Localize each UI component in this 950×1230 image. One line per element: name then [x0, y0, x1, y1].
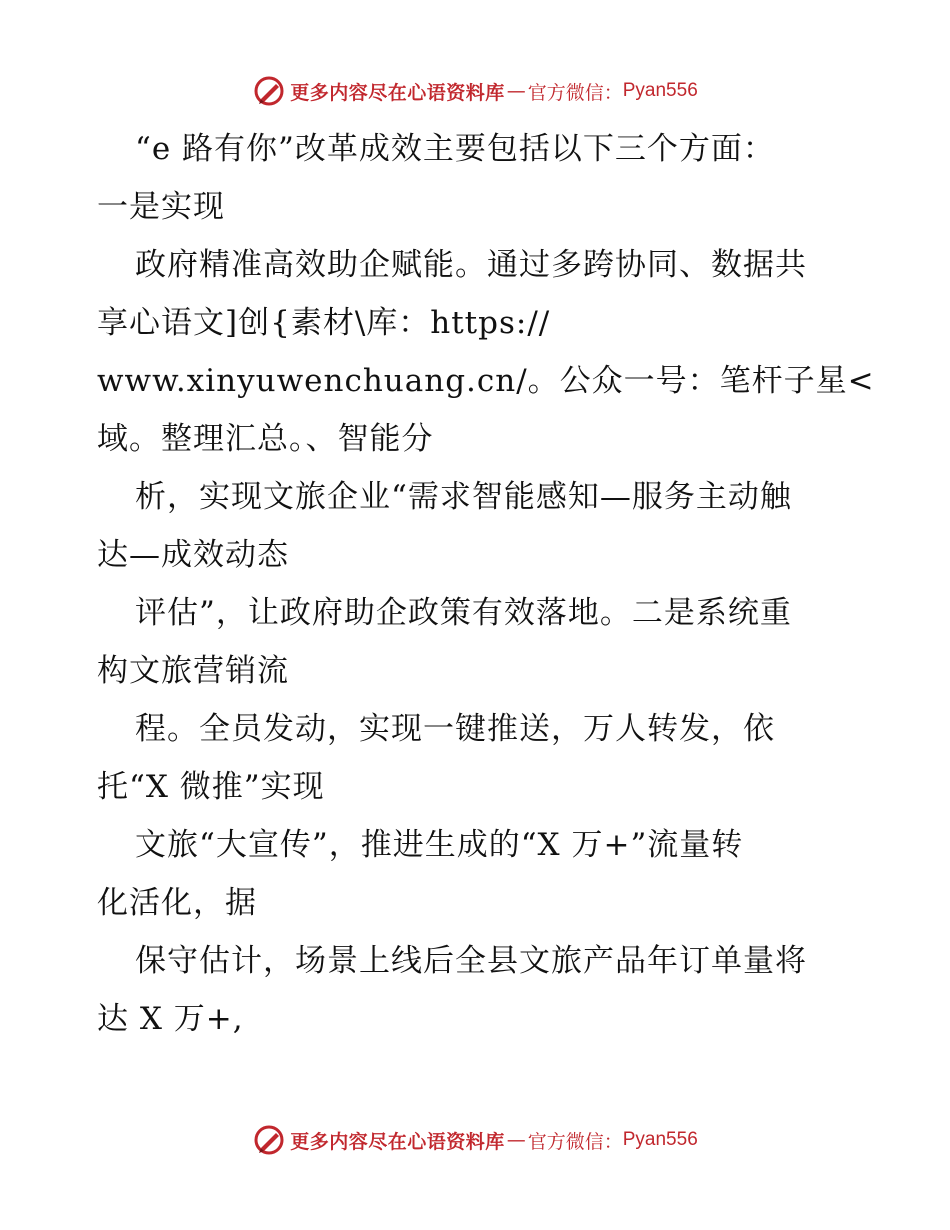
body-line-11: 程。全员发动，实现一键推送，万人转发，依 [135, 711, 775, 747]
body-line-6: 域。整理汇总。、智能分 [97, 421, 434, 457]
footer-wechat-label: 官方微信： [527, 1130, 623, 1153]
pen-circle-logo-icon [252, 74, 286, 108]
body-line-15: 保守估计，场景上线后全县文旅产品年订单量将 [135, 943, 807, 979]
footer-brand: 更多内容尽在心语资料库 [290, 1130, 505, 1153]
body-line-14: 化活化，据 [97, 885, 257, 921]
header-separator: — [506, 80, 526, 102]
body-line-4: 享心语文]创{素材\库：https:// [97, 305, 551, 341]
body-line-13: 文旅“大宣传”，推进生成的“X 万+”流量转 [135, 827, 744, 863]
footer-separator: — [506, 1129, 526, 1151]
body-line-7: 析，实现文旅企业“需求智能感知—服务主动触 [135, 479, 792, 515]
header-wechat-id: Pyan556 [622, 80, 698, 101]
body-line-9: 评估”，让政府助企政策有效落地。二是系统重 [135, 595, 792, 631]
body-line-16: 达 X 万+, [97, 1001, 244, 1037]
body-line-10: 构文旅营销流 [97, 653, 289, 689]
footer-wechat-id: Pyan556 [622, 1129, 698, 1150]
footer-banner [0, 1120, 950, 1160]
body-line-12: 托“X 微推”实现 [97, 769, 325, 805]
body-line-3: 政府精准高效助企赋能。通过多跨协同、数据共 [135, 247, 807, 283]
header-banner [0, 71, 950, 111]
header-brand: 更多内容尽在心语资料库 [290, 81, 505, 104]
body-line-8: 达—成效动态 [97, 537, 289, 573]
body-line-5: www.xinyuwenchuang.cn/。公众一号：笔杆子星< [97, 363, 875, 399]
body-line-1: “e 路有你”改革成效主要包括以下三个方面： [135, 131, 775, 167]
body-line-2: 一是实现 [97, 189, 225, 225]
header-wechat-label: 官方微信： [527, 81, 623, 104]
document-body [97, 120, 875, 1048]
pen-circle-logo-icon [252, 1123, 286, 1157]
